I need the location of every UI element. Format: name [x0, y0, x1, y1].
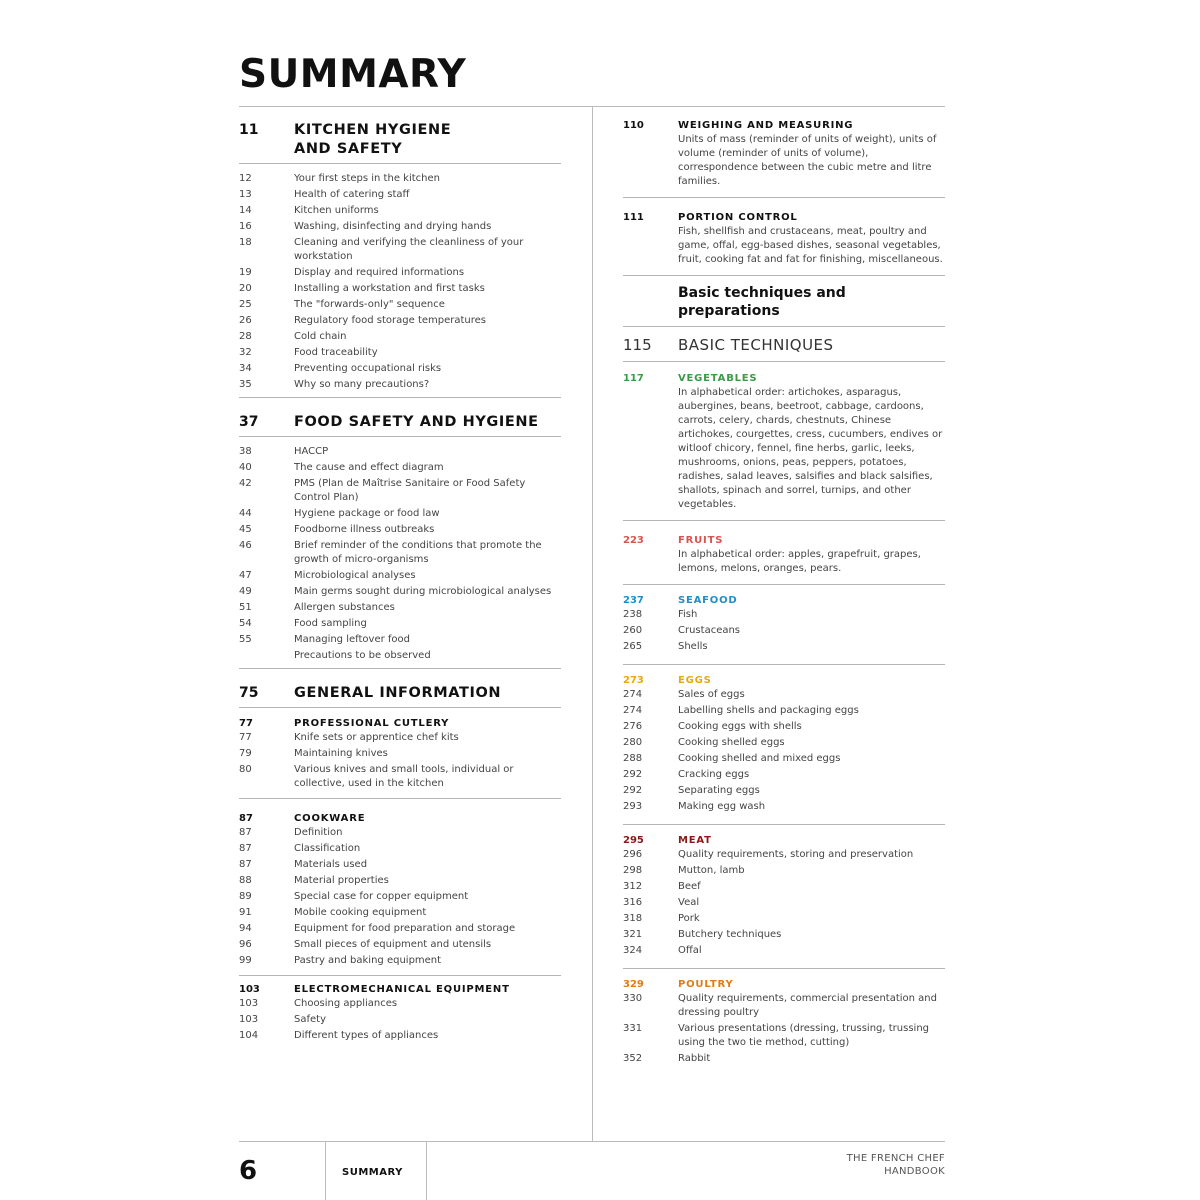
item-title: Special case for copper equipment	[294, 891, 469, 902]
list-item	[239, 204, 561, 220]
section-poultry	[623, 969, 945, 1076]
list-item	[239, 569, 561, 585]
item-title: Offal	[678, 945, 702, 956]
list-item	[623, 992, 945, 1022]
item-page-number: 318	[623, 913, 643, 924]
list-item	[623, 688, 945, 704]
item-title: Materials used	[294, 859, 368, 870]
item-page-number: 26	[239, 315, 252, 326]
section-title-line: KITCHEN HYGIENE	[294, 122, 452, 138]
item-title: Labelling shells and packaging eggs	[678, 705, 859, 716]
subsection-electromechanical	[239, 976, 561, 1050]
item-page-number: 330	[623, 993, 643, 1004]
item-page-number: 274	[623, 705, 643, 716]
section-header	[623, 674, 945, 688]
list-item	[623, 640, 945, 656]
list-item	[623, 848, 945, 864]
list-item	[623, 928, 945, 944]
list-item	[239, 649, 561, 665]
list-item	[239, 378, 561, 394]
section-weighing-measuring	[623, 106, 945, 198]
item-title: Safety	[294, 1014, 326, 1025]
section-vegetables	[623, 362, 945, 521]
list-item	[239, 906, 561, 922]
item-page-number: 292	[623, 769, 643, 780]
item-page-number: 99	[239, 955, 252, 966]
item-page-number: 94	[239, 923, 252, 934]
item-page-number: 324	[623, 945, 643, 956]
item-title: Mobile cooking equipment	[294, 907, 427, 918]
item-title: Maintaining knives	[294, 748, 388, 759]
section-eggs	[623, 665, 945, 825]
item-title: Equipment for food preparation and storage	[294, 923, 516, 934]
section-title	[294, 121, 561, 159]
list-item	[623, 912, 945, 928]
item-title: Hygiene package or food law	[294, 508, 440, 519]
item-page-number: 260	[623, 625, 643, 636]
section-description: Fish, shellfish and crustaceans, meat, poultry and game, offal, egg-based dishes, seasonal vegetables, fruit, cooking fat and fat for finishing, miscellaneous.	[678, 226, 943, 265]
item-title: Material properties	[294, 875, 389, 886]
item-title: Food traceability	[294, 347, 378, 358]
item-page-number: 321	[623, 929, 643, 940]
section-items	[239, 437, 561, 668]
item-title: The "forwards-only" sequence	[294, 299, 445, 310]
list-item	[623, 768, 945, 784]
item-page-number: 87	[239, 843, 252, 854]
list-item	[239, 731, 561, 747]
subsection-page-number: 103	[239, 984, 260, 995]
item-page-number: 296	[623, 849, 643, 860]
item-title: Fish	[678, 609, 698, 620]
item-title: Quality requirements, commercial presentation and dressing poultry	[678, 993, 937, 1018]
list-item	[239, 298, 561, 314]
section-page-number: 273	[623, 675, 644, 686]
section-header	[623, 119, 945, 133]
item-title: Various presentations (dressing, trussing, trussing using the two tie method, cutting)	[678, 1023, 930, 1048]
item-title: Kitchen uniforms	[294, 205, 379, 216]
item-title: Why so many precautions?	[294, 379, 430, 390]
item-title: Choosing appliances	[294, 998, 398, 1009]
list-item	[623, 624, 945, 640]
list-item	[239, 507, 561, 523]
item-title: Shells	[678, 641, 708, 652]
item-page-number: 25	[239, 299, 252, 310]
list-item	[239, 633, 561, 649]
section-items	[623, 688, 945, 816]
list-item	[239, 362, 561, 378]
section-items	[239, 164, 561, 397]
item-page-number: 20	[239, 283, 252, 294]
item-title: Cracking eggs	[678, 769, 750, 780]
list-item	[623, 784, 945, 800]
list-item	[239, 523, 561, 539]
list-item	[623, 704, 945, 720]
section-fruits	[623, 521, 945, 585]
list-item	[239, 747, 561, 763]
item-title: Washing, disinfecting and drying hands	[294, 221, 492, 232]
list-item	[239, 617, 561, 633]
section-header	[623, 978, 945, 992]
list-item	[623, 896, 945, 912]
subsection-cookware	[239, 799, 561, 976]
list-item	[623, 880, 945, 896]
section-description: In alphabetical order: apples, grapefruit, grapes, lemons, melons, oranges, pears.	[678, 549, 921, 574]
list-item	[623, 736, 945, 752]
section-header	[623, 372, 945, 386]
list-item	[239, 826, 561, 842]
item-title: Pork	[678, 913, 700, 924]
item-page-number: 47	[239, 570, 252, 581]
item-title: Precautions to be observed	[294, 650, 431, 661]
subsection-title: ELECTROMECHANICAL EQUIPMENT	[294, 984, 510, 995]
item-page-number: 103	[239, 1014, 259, 1025]
list-item	[239, 172, 561, 188]
subsection-page-number: 87	[239, 813, 253, 824]
section-page-number: 223	[623, 535, 644, 546]
subsection-items	[239, 997, 561, 1045]
item-page-number: 312	[623, 881, 643, 892]
list-item	[239, 346, 561, 362]
item-page-number: 80	[239, 764, 252, 775]
list-item	[623, 800, 945, 816]
item-page-number: 91	[239, 907, 252, 918]
item-title: Different types of appliances	[294, 1030, 439, 1041]
item-page-number: 49	[239, 586, 252, 597]
section-title: PORTION CONTROL	[678, 212, 798, 223]
list-item	[239, 938, 561, 954]
item-title: Knife sets or apprentice chef kits	[294, 732, 459, 743]
section-title: VEGETABLES	[678, 373, 758, 384]
item-title: Small pieces of equipment and utensils	[294, 939, 492, 950]
item-title: Your first steps in the kitchen	[294, 173, 440, 184]
list-item	[239, 763, 561, 793]
item-page-number: 77	[239, 732, 252, 743]
section-basic-techniques	[623, 327, 945, 362]
item-page-number: 87	[239, 827, 252, 838]
list-item	[239, 954, 561, 970]
section-page-number: 11	[239, 122, 259, 138]
list-item	[239, 842, 561, 858]
book-title-line: THE FRENCH CHEF	[846, 1153, 945, 1164]
item-page-number: 28	[239, 331, 252, 342]
item-page-number: 44	[239, 508, 252, 519]
section-seafood	[623, 585, 945, 665]
item-page-number: 280	[623, 737, 643, 748]
item-page-number: 38	[239, 446, 252, 457]
section-header	[623, 834, 945, 848]
section-body	[623, 133, 945, 189]
item-page-number: 87	[239, 859, 252, 870]
section-page-number: 115	[623, 336, 652, 354]
section-items	[623, 992, 945, 1068]
subsection-header	[239, 812, 561, 826]
item-title: Cooking eggs with shells	[678, 721, 802, 732]
book-title-line: HANDBOOK	[884, 1166, 945, 1177]
item-title: Definition	[294, 827, 343, 838]
item-page-number: 274	[623, 689, 643, 700]
item-page-number: 103	[239, 998, 259, 1009]
item-title: Various knives and small tools, individual or collective, used in the kitchen	[294, 764, 514, 789]
item-title: PMS (Plan de Maîtrise Sanitaire or Food Safety Control Plan)	[294, 478, 526, 503]
item-page-number: 12	[239, 173, 252, 184]
book-title	[785, 1152, 945, 1178]
subsection-title: COOKWARE	[294, 813, 366, 824]
section-title-line: AND SAFETY	[294, 141, 403, 157]
item-page-number: 42	[239, 478, 252, 489]
section-page-number: 111	[623, 212, 644, 223]
list-item	[239, 922, 561, 938]
subsection-items	[239, 731, 561, 793]
item-title: Separating eggs	[678, 785, 760, 796]
list-item	[239, 445, 561, 461]
item-title: Rabbit	[678, 1053, 711, 1064]
section-header	[623, 211, 945, 225]
section-page-number: 75	[239, 685, 259, 701]
section-items	[623, 848, 945, 960]
item-title: Classification	[294, 843, 361, 854]
list-item	[239, 601, 561, 617]
section-header	[239, 106, 561, 164]
list-item	[239, 874, 561, 890]
item-page-number: 292	[623, 785, 643, 796]
item-page-number: 45	[239, 524, 252, 535]
item-title: Butchery techniques	[678, 929, 782, 940]
section-page-number: 237	[623, 595, 644, 606]
item-title: Cold chain	[294, 331, 347, 342]
section-body	[623, 548, 945, 576]
item-page-number: 104	[239, 1030, 259, 1041]
list-item	[239, 585, 561, 601]
list-item	[239, 539, 561, 569]
section-header	[623, 594, 945, 608]
section-header	[239, 669, 561, 708]
item-page-number: 316	[623, 897, 643, 908]
item-title: Beef	[678, 881, 701, 892]
item-page-number: 46	[239, 540, 252, 551]
list-item	[623, 864, 945, 880]
indent	[623, 548, 678, 576]
item-page-number: 35	[239, 379, 252, 390]
item-page-number: 276	[623, 721, 643, 732]
page-title: SUMMARY	[239, 52, 467, 97]
item-title: Making egg wash	[678, 801, 766, 812]
section-kitchen-hygiene	[239, 106, 561, 398]
section-page-number: 295	[623, 835, 644, 846]
item-title: Mutton, lamb	[678, 865, 745, 876]
section-title: SEAFOOD	[678, 595, 738, 606]
item-page-number: 14	[239, 205, 252, 216]
section-header	[239, 398, 561, 437]
footer-section-label: SUMMARY	[342, 1167, 403, 1178]
section-title: POULTRY	[678, 979, 734, 990]
item-title: Brief reminder of the conditions that promote the growth of micro-organisms	[294, 540, 542, 565]
item-title: Cooking shelled eggs	[678, 737, 785, 748]
section-description: Units of mass (reminder of units of weight), units of volume (reminder of units of volume), correspondence between the cubic metre and litre families.	[678, 134, 937, 187]
footer-rule	[239, 1141, 945, 1142]
item-title: Display and required informations	[294, 267, 465, 278]
left-column	[239, 106, 561, 1050]
item-page-number: 32	[239, 347, 252, 358]
item-title: The cause and effect diagram	[294, 462, 444, 473]
item-page-number: 16	[239, 221, 252, 232]
footer-divider	[426, 1141, 427, 1200]
list-item	[239, 188, 561, 204]
section-title: FOOD SAFETY AND HYGIENE	[294, 414, 539, 430]
page-number: 6	[239, 1156, 258, 1186]
item-page-number: 298	[623, 865, 643, 876]
list-item	[239, 1013, 561, 1029]
item-page-number: 288	[623, 753, 643, 764]
item-page-number: 18	[239, 237, 252, 248]
right-column	[623, 106, 945, 1076]
list-item	[623, 720, 945, 736]
item-page-number: 34	[239, 363, 252, 374]
item-page-number: 293	[623, 801, 643, 812]
list-item	[239, 477, 561, 507]
item-page-number: 238	[623, 609, 643, 620]
list-item	[623, 944, 945, 960]
item-title: Managing leftover food	[294, 634, 410, 645]
item-title: Sales of eggs	[678, 689, 745, 700]
section-general-information	[239, 669, 561, 1050]
item-title: Crustaceans	[678, 625, 741, 636]
section-title: EGGS	[678, 675, 712, 686]
list-item	[623, 1052, 945, 1068]
footer-divider	[325, 1141, 326, 1200]
item-page-number: 331	[623, 1023, 643, 1034]
item-title: Installing a workstation and first tasks	[294, 283, 485, 294]
item-title: Main germs sought during microbiological analyses	[294, 586, 552, 597]
item-page-number: 265	[623, 641, 643, 652]
section-title: MEAT	[678, 835, 712, 846]
list-item	[239, 330, 561, 346]
item-title: Quality requirements, storing and preservation	[678, 849, 914, 860]
subsection-page-number: 77	[239, 718, 253, 729]
item-page-number: 55	[239, 634, 252, 645]
item-title: HACCP	[294, 446, 329, 457]
item-title: Microbiological analyses	[294, 570, 416, 581]
item-page-number: 79	[239, 748, 252, 759]
subsection-items	[239, 826, 561, 970]
item-title: Health of catering staff	[294, 189, 410, 200]
list-item	[239, 236, 561, 266]
item-title: Cooking shelled and mixed eggs	[678, 753, 841, 764]
list-item	[239, 314, 561, 330]
section-meat	[623, 825, 945, 969]
section-portion-control	[623, 198, 945, 276]
part-title: Basic techniques and preparations	[623, 276, 945, 327]
item-title: Food sampling	[294, 618, 367, 629]
list-item	[239, 461, 561, 477]
item-title: Allergen substances	[294, 602, 395, 613]
item-title: Veal	[678, 897, 700, 908]
section-body	[623, 225, 945, 267]
item-page-number: 40	[239, 462, 252, 473]
section-page-number: 329	[623, 979, 644, 990]
item-page-number: 96	[239, 939, 252, 950]
list-item	[239, 890, 561, 906]
column-divider	[592, 106, 593, 1141]
section-title: FRUITS	[678, 535, 724, 546]
list-item	[623, 1022, 945, 1052]
section-title: WEIGHING AND MEASURING	[678, 120, 854, 131]
indent	[623, 133, 678, 189]
subsection-header	[239, 717, 561, 731]
list-item	[239, 266, 561, 282]
item-title: Preventing occupational risks	[294, 363, 442, 374]
list-item	[239, 997, 561, 1013]
section-page-number: 37	[239, 414, 259, 430]
item-page-number: 13	[239, 189, 252, 200]
item-page-number: 352	[623, 1053, 643, 1064]
section-title: GENERAL INFORMATION	[294, 685, 502, 701]
subsection-professional-cutlery	[239, 708, 561, 799]
item-page-number: 89	[239, 891, 252, 902]
item-page-number: 88	[239, 875, 252, 886]
section-page-number: 117	[623, 373, 644, 384]
subsection-header	[239, 983, 561, 997]
section-page-number: 110	[623, 120, 644, 131]
item-title: Pastry and baking equipment	[294, 955, 442, 966]
list-item	[623, 608, 945, 624]
indent	[623, 386, 678, 512]
item-page-number: 19	[239, 267, 252, 278]
section-body	[623, 386, 945, 512]
list-item	[239, 1029, 561, 1045]
list-item	[239, 220, 561, 236]
section-items	[623, 608, 945, 656]
section-title: BASIC TECHNIQUES	[678, 336, 834, 354]
section-description: In alphabetical order: artichokes, asparagus, aubergines, beans, beetroot, cabbage, cardoons, carrots, celery, chards, chestnuts, Chinese artichokes, courgettes, cress, cucumbers, endives or witloof chicory, fennel, fine herbs, garlic, leeks, mushrooms, onions, peas, peppers, potatoes, radishes, salad leaves, salsifies and black salsifies, shallots, spinach and sorrel, turnips, and other vegetables.	[678, 387, 943, 510]
indent	[623, 225, 678, 267]
item-title: Foodborne illness outbreaks	[294, 524, 435, 535]
list-item	[239, 858, 561, 874]
list-item	[239, 282, 561, 298]
section-food-safety	[239, 398, 561, 669]
list-item	[623, 752, 945, 768]
section-header	[623, 534, 945, 548]
item-page-number: 51	[239, 602, 252, 613]
subsection-title: PROFESSIONAL CUTLERY	[294, 718, 450, 729]
item-title: Cleaning and verifying the cleanliness of your workstation	[294, 237, 524, 262]
item-page-number: 54	[239, 618, 252, 629]
item-title: Regulatory food storage temperatures	[294, 315, 487, 326]
